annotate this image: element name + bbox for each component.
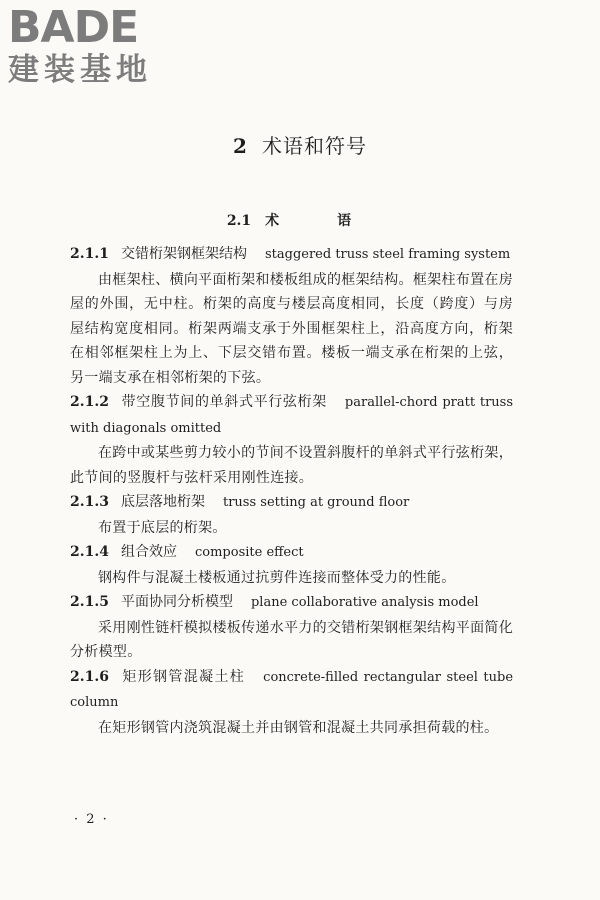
term-heading <box>70 590 513 616</box>
term-number: 2.1.6 <box>70 668 109 685</box>
term-chinese: 带空腹节间的单斜式平行弦桁架 <box>120 394 327 410</box>
bade-logo <box>8 4 178 88</box>
term-definition: 布置于底层的桁架。 <box>98 519 227 536</box>
term-chinese: 矩形钢管混凝土柱 <box>120 668 246 685</box>
page-number: · 2 · <box>74 812 109 827</box>
term-entry <box>70 590 513 665</box>
term-english: truss setting at ground floor <box>222 495 410 510</box>
section-title <box>0 210 600 230</box>
chapter-name: 术语和符号 <box>261 134 367 158</box>
term-chinese: 底层落地桁架 <box>120 494 205 510</box>
term-definition: 由框架柱、横向平面桁架和楼板组成的框架结构。框架柱布置在房屋的外围，无中柱。桁架的高度与楼层高度相同，长度（跨度）与房屋结构宽度相同。桁架两端支承于外围框架柱上，沿高度方向，桁架在相邻框架柱上为上、下层交错布置。楼板一端支承在桁架的上弦，另一端支承在相邻桁架的下弦。 <box>70 271 513 386</box>
chapter-number: 2 <box>233 134 248 158</box>
logo-mark: BADE <box>8 2 139 53</box>
term-english: plane collaborative analysis model <box>250 595 479 610</box>
terms-list <box>70 242 513 740</box>
term-definition: 采用刚性链杆模拟楼板传递水平力的交错桁架钢框架结构平面简化分析模型。 <box>70 619 513 660</box>
chapter-title <box>0 130 600 159</box>
term-entry <box>70 665 513 741</box>
term-chinese: 组合效应 <box>120 544 177 560</box>
term-heading <box>70 390 513 441</box>
term-entry <box>70 242 513 390</box>
term-entry <box>70 390 513 490</box>
term-number: 2.1.3 <box>70 494 109 510</box>
section-name: 术 语 <box>265 213 374 229</box>
term-heading <box>70 540 513 566</box>
term-number: 2.1.4 <box>70 544 109 560</box>
term-english: staggered truss steel framing system <box>264 247 511 262</box>
term-english: composite effect <box>194 545 304 560</box>
term-definition: 钢构件与混凝土楼板通过抗剪件连接而整体受力的性能。 <box>98 569 456 586</box>
term-number: 2.1.5 <box>70 594 109 610</box>
term-definition: 在矩形钢管内浇筑混凝土并由钢管和混凝土共同承担荷载的柱。 <box>98 719 499 736</box>
term-definition: 在跨中或某些剪力较小的节间不设置斜腹杆的单斜式平行弦桁架，此节间的竖腹杆与弦杆采用刚性连接。 <box>70 445 513 486</box>
term-english: concrete-filled rectangular steel tube column <box>70 669 514 710</box>
term-heading <box>70 665 513 716</box>
term-chinese: 平面协同分析模型 <box>120 594 233 610</box>
term-number: 2.1.2 <box>70 394 109 410</box>
section-number: 2.1 <box>226 213 252 229</box>
term-entry <box>70 540 513 590</box>
term-chinese: 交错桁架钢框架结构 <box>120 246 247 262</box>
logo-subtitle: 建装基地 <box>8 52 152 88</box>
term-number: 2.1.1 <box>70 246 109 262</box>
term-heading <box>70 242 513 268</box>
term-english: parallel-chord pratt truss with diagonals omitted <box>70 395 514 436</box>
term-heading <box>70 490 513 516</box>
term-entry <box>70 490 513 540</box>
